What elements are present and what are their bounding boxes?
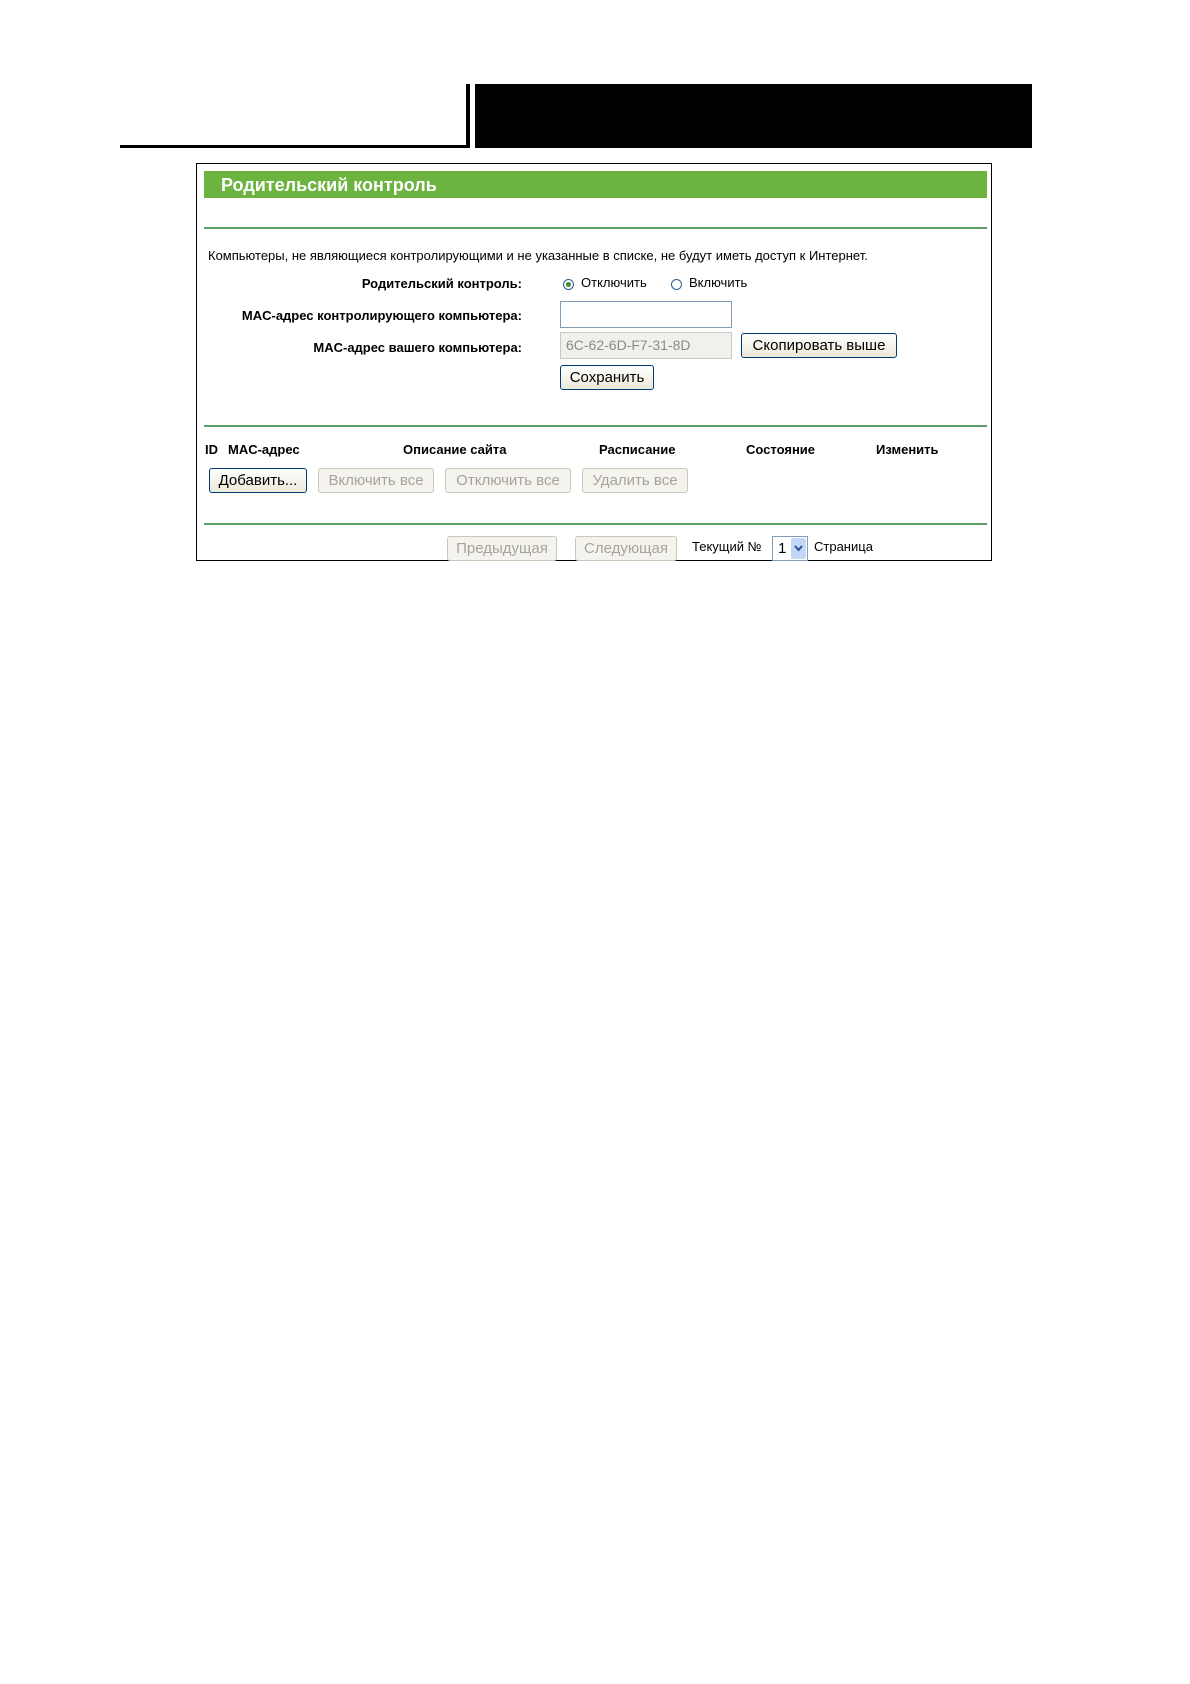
header-bar bbox=[475, 84, 1030, 148]
column-id: ID bbox=[205, 442, 218, 457]
column-edit: Изменить bbox=[876, 442, 939, 457]
title-bar bbox=[204, 171, 987, 198]
column-mac: MAC-адрес bbox=[228, 442, 300, 457]
page-select[interactable] bbox=[772, 536, 808, 561]
copy-above-button[interactable]: Скопировать выше bbox=[741, 333, 897, 358]
page-title: Родительский контроль bbox=[221, 175, 437, 195]
radio-disable[interactable] bbox=[563, 279, 574, 290]
parental-control-label: Родительский контроль: bbox=[361, 276, 522, 291]
column-site-description: Описание сайта bbox=[403, 442, 507, 457]
controlling-mac-input[interactable] bbox=[560, 301, 732, 328]
current-page-label: Текущий № bbox=[692, 539, 762, 554]
radio-enable-label[interactable]: Включить bbox=[689, 275, 748, 290]
prev-page-button[interactable]: Предыдущая bbox=[447, 536, 557, 561]
header-bar-edge-right bbox=[1030, 84, 1032, 148]
save-button[interactable]: Сохранить bbox=[560, 365, 654, 390]
next-page-button[interactable]: Следующая bbox=[575, 536, 677, 561]
delete-all-button[interactable]: Удалить все bbox=[582, 468, 688, 493]
controlling-mac-label: MAC-адрес контролирующего компьютера: bbox=[241, 308, 522, 323]
add-button[interactable]: Добавить... bbox=[209, 468, 307, 493]
page-label: Страница bbox=[814, 539, 873, 554]
divider-middle bbox=[204, 425, 987, 427]
divider-bottom bbox=[204, 523, 987, 525]
enable-all-button[interactable]: Включить все bbox=[318, 468, 434, 493]
page-select-value: 1 bbox=[778, 540, 787, 557]
radio-disable-label[interactable]: Отключить bbox=[581, 275, 647, 290]
header-bar-edge bbox=[466, 84, 470, 148]
column-schedule: Расписание bbox=[599, 442, 676, 457]
info-text: Компьютеры, не являющиеся контролирующими и не указанные в списке, не будут иметь доступ к Интернет. bbox=[208, 248, 868, 263]
divider-top bbox=[204, 227, 987, 229]
header-rule bbox=[120, 145, 470, 148]
disable-all-button[interactable]: Отключить все bbox=[445, 468, 571, 493]
your-mac-label: MAC-адрес вашего компьютера: bbox=[313, 340, 522, 355]
your-mac-field: 6C-62-6D-F7-31-8D bbox=[560, 332, 732, 359]
parental-control-panel bbox=[196, 163, 992, 561]
radio-enable[interactable] bbox=[671, 279, 682, 290]
column-status: Состояние bbox=[746, 442, 816, 457]
chevron-down-icon[interactable] bbox=[791, 538, 806, 559]
